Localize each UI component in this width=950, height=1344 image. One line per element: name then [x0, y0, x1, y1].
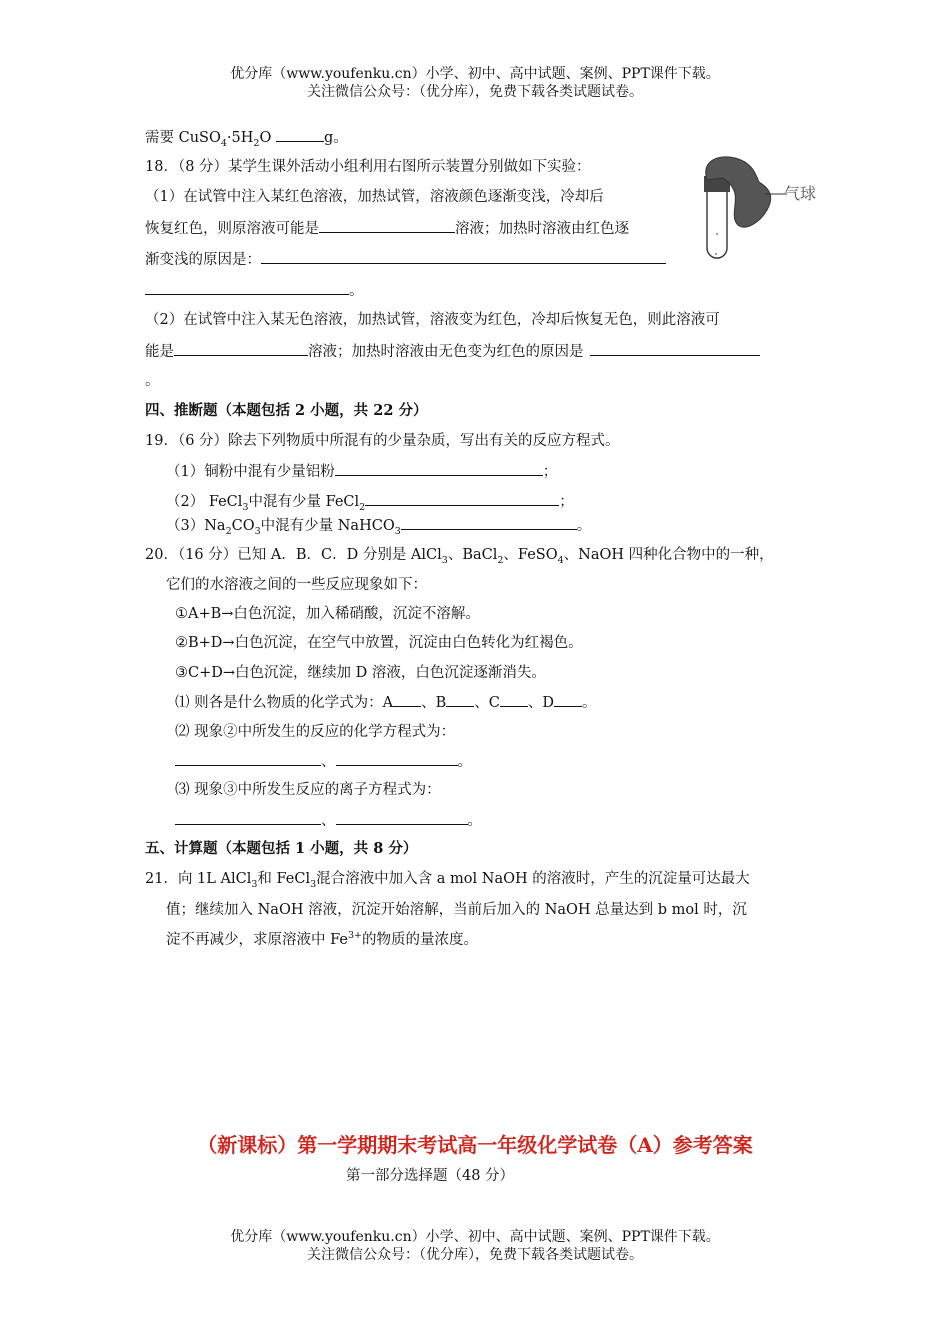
q20-reaction-3: ③C+D→白色沉淀，继续加 D 溶液，白色沉淀逐渐消失。 — [175, 665, 546, 681]
q20-sub-3: ⑶ 现象③中所发生反应的离子方程式为： — [175, 782, 441, 798]
answer-key-title: （新课标）第一学期期末考试高一年级化学试卷（A）参考答案 — [197, 1133, 753, 1157]
answer-blank[interactable] — [261, 249, 666, 264]
q20-intro: 20．（16 分）已知 A．B．C．D 分别是 AlCl$_3$、BaCl$_2$、FeSO$_4$、NaOH 四种化合物中的一种， — [145, 547, 774, 566]
q19-intro: 19．（6 分）除去下列物质中所混有的少量杂质，写出有关的反应方程式。 — [145, 433, 620, 449]
q21-line-1: 21．向 1L AlCl$_3$和 FeCl$_3$混合溶液中加入含 a mol NaOH 的溶液时，产生的沉淀量可达最大 — [145, 871, 750, 890]
answer-blank[interactable] — [446, 692, 474, 707]
answer-blank[interactable] — [319, 218, 455, 233]
q20-reaction-2: ②B+D→白色沉淀，在空气中放置，沉淀由白色转化为红褐色。 — [175, 635, 583, 651]
section-5-heading: 五、计算题（本题包括 1 小题，共 8 分） — [145, 840, 418, 857]
footer-line-1: 优分库（www.youfenku.cn）小学、初中、高中试题、案例、PPT课件下载。 — [230, 1229, 720, 1245]
q18-part2-line1: （2）在试管中注入某无色溶液，加热试管，溶液变为红色，冷却后恢复无色，则此溶液可 — [145, 312, 720, 328]
q18-part1-line1: （1）在试管中注入某红色溶液，加热试管，溶液颜色逐渐变浅，冷却后 — [145, 189, 604, 205]
answer-blank[interactable] — [554, 692, 582, 707]
q18-part1-line4: 。 — [145, 280, 364, 301]
q20-sub-3-answers: 、 。 — [175, 810, 482, 831]
answer-blank[interactable] — [276, 127, 324, 142]
q20-line-2: 它们的水溶液之间的一些反应现象如下： — [166, 577, 427, 593]
answer-blank[interactable] — [500, 692, 528, 707]
footer-line-2: 关注微信公众号：（优分库），免费下载各类试题试卷。 — [307, 1247, 643, 1263]
balloon-label: 气球 — [784, 184, 817, 203]
q18-part2-line2: 能是 溶液；加热时溶液由无色变为红色的原因是 — [145, 341, 760, 362]
answer-blank[interactable] — [336, 751, 458, 766]
answer-blank[interactable] — [393, 692, 421, 707]
answer-blank[interactable] — [175, 810, 321, 825]
answer-key-subtitle: 第一部分选择题（48 分） — [345, 1168, 515, 1184]
q18-part1-line2: 恢复红色，则原溶液可能是 溶液；加热时溶液由红色逐 — [145, 218, 629, 239]
q20-sub-2: ⑵ 现象②中所发生的反应的化学方程式为： — [175, 724, 456, 740]
q19-item-3: $(3)Na_2CO_3$中混有少量 NaHCO$_3$ 。 — [166, 515, 591, 536]
q20-reaction-1: ①A+B→白色沉淀，加入稀硝酸，沉淀不溶解。 — [175, 606, 480, 622]
q18-part1-line3: 渐变浅的原因是： — [145, 249, 666, 270]
answer-blank[interactable] — [335, 461, 543, 476]
q21-line-2: 值；继续加入 NaOH 溶液，沉淀开始溶解，当前后加入的 NaOH 总量达到 b mol 时，沉 — [166, 902, 747, 918]
q17-tail: 需要 $CuSO_4\cdot 5H_2O$ g。 — [145, 127, 348, 148]
test-tube-balloon-figure — [695, 150, 835, 270]
q18-part2-line3: 。 — [145, 373, 160, 389]
answer-blank[interactable] — [145, 280, 349, 295]
answer-blank[interactable] — [401, 515, 577, 530]
answer-blank[interactable] — [336, 810, 468, 825]
q20-sub-2-answers: 、 。 — [175, 751, 472, 772]
q21-line-3: 淀不再减少，求原溶液中 $Fe^{3+}$的物质的量浓度。 — [166, 930, 478, 948]
q18-intro: 18．（8 分）某学生课外活动小组利用右图所示装置分别做如下实验： — [145, 159, 591, 175]
header-line-2: 关注微信公众号：（优分库），免费下载各类试题试卷。 — [307, 84, 643, 100]
header-line-1: 优分库（www.youfenku.cn）小学、初中、高中试题、案例、PPT课件下载。 — [230, 66, 720, 82]
section-4-heading: 四、推断题（本题包括 2 小题，共 22 分） — [145, 402, 428, 419]
answer-blank[interactable] — [590, 341, 760, 356]
answer-blank[interactable] — [174, 341, 308, 356]
answer-blank[interactable] — [365, 491, 559, 506]
q19-item-1: （1）铜粉中混有少量铝粉 ； — [166, 461, 557, 482]
answer-blank[interactable] — [175, 751, 321, 766]
q20-sub-1: ⑴ 则各是什么物质的化学式为：A 、B 、C 、D 。 — [175, 692, 597, 713]
q19-item-2: （2） FeCl$_3$中混有少量 FeCl$_2$ ； — [166, 491, 574, 512]
